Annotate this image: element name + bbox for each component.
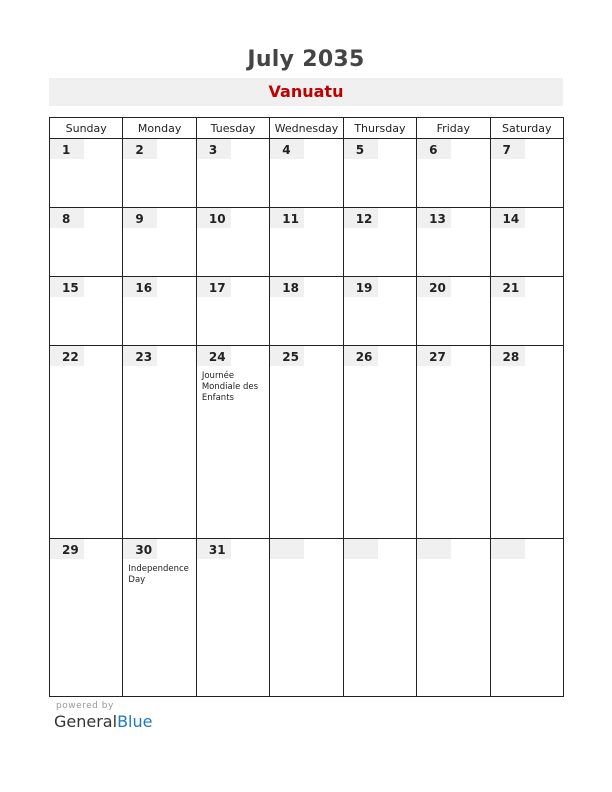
day-cell [343, 207, 416, 276]
weekday-header: Sunday [50, 118, 123, 139]
day-number: 7 [491, 139, 525, 159]
empty-day-shade [270, 539, 304, 559]
day-cell [490, 207, 563, 276]
day-cell [123, 276, 196, 345]
day-number: 27 [417, 346, 451, 366]
weekday-header: Tuesday [196, 118, 269, 139]
day-number: 25 [270, 346, 304, 366]
day-cell [196, 139, 269, 208]
day-cell [490, 539, 563, 697]
day-number: 8 [50, 208, 84, 228]
day-number: 6 [417, 139, 451, 159]
powered-by-text: powered by [56, 701, 114, 711]
calendar-grid [49, 117, 564, 697]
country-banner [49, 78, 563, 106]
weekday-header: Friday [417, 118, 490, 139]
day-number: 9 [123, 208, 157, 228]
empty-day-shade [417, 539, 451, 559]
day-cell [270, 207, 343, 276]
holiday-label: Journée Mondiale des Enfants [201, 370, 259, 403]
day-cell [417, 207, 490, 276]
day-cell [196, 276, 269, 345]
day-cell [490, 139, 563, 208]
day-number: 18 [270, 277, 304, 297]
day-number: 31 [197, 539, 231, 559]
day-cell [123, 139, 196, 208]
weekday-header: Saturday [490, 118, 563, 139]
day-number: 26 [344, 346, 378, 366]
day-cell [343, 139, 416, 208]
day-cell [417, 345, 490, 539]
holiday-label: Independence Day [128, 564, 189, 586]
day-cell [123, 207, 196, 276]
day-cell [490, 345, 563, 539]
weekday-header: Monday [123, 118, 196, 139]
day-cell [123, 539, 196, 697]
empty-day-shade [491, 539, 525, 559]
weekday-header: Wednesday [270, 118, 343, 139]
day-number: 17 [197, 277, 231, 297]
empty-day-shade [344, 539, 378, 559]
day-cell [417, 539, 490, 697]
day-cell [270, 345, 343, 539]
day-number: 30 [123, 539, 157, 559]
week-row [50, 276, 564, 345]
day-cell [50, 139, 123, 208]
day-number: 24 [197, 346, 231, 366]
day-number: 15 [50, 277, 84, 297]
day-number: 19 [344, 277, 378, 297]
day-number: 16 [123, 277, 157, 297]
day-cell [343, 345, 416, 539]
day-number: 2 [123, 139, 157, 159]
day-number: 11 [270, 208, 304, 228]
day-cell [50, 345, 123, 539]
day-number: 14 [491, 208, 525, 228]
day-number: 23 [123, 346, 157, 366]
day-cell [490, 276, 563, 345]
day-number: 13 [417, 208, 451, 228]
weekday-header-row [50, 118, 564, 139]
day-cell [270, 539, 343, 697]
day-number: 4 [270, 139, 304, 159]
day-number: 21 [491, 277, 525, 297]
day-cell [270, 276, 343, 345]
day-number: 29 [50, 539, 84, 559]
day-cell [196, 539, 269, 697]
week-row [50, 345, 564, 539]
day-cell [123, 345, 196, 539]
calendar-title: July 2035 [247, 47, 365, 72]
day-number: 20 [417, 277, 451, 297]
week-row [50, 539, 564, 697]
day-cell [343, 276, 416, 345]
day-number: 22 [50, 346, 84, 366]
day-number: 3 [197, 139, 231, 159]
day-number: 10 [197, 208, 231, 228]
day-number: 5 [344, 139, 378, 159]
day-cell [196, 345, 269, 539]
day-number: 12 [344, 208, 378, 228]
day-cell [50, 539, 123, 697]
week-row [50, 207, 564, 276]
day-cell [270, 139, 343, 208]
generalblue-logo[interactable] [54, 712, 152, 731]
day-cell [50, 207, 123, 276]
country-name: Vanuatu [268, 82, 344, 101]
day-cell [417, 276, 490, 345]
brand-blue: Blue [117, 712, 153, 731]
day-cell [417, 139, 490, 208]
day-number: 28 [491, 346, 525, 366]
day-cell [343, 539, 416, 697]
brand-general: General [54, 712, 118, 731]
week-row [50, 139, 564, 208]
day-number: 1 [50, 139, 84, 159]
weekday-header: Thursday [343, 118, 416, 139]
day-cell [196, 207, 269, 276]
day-cell [50, 276, 123, 345]
